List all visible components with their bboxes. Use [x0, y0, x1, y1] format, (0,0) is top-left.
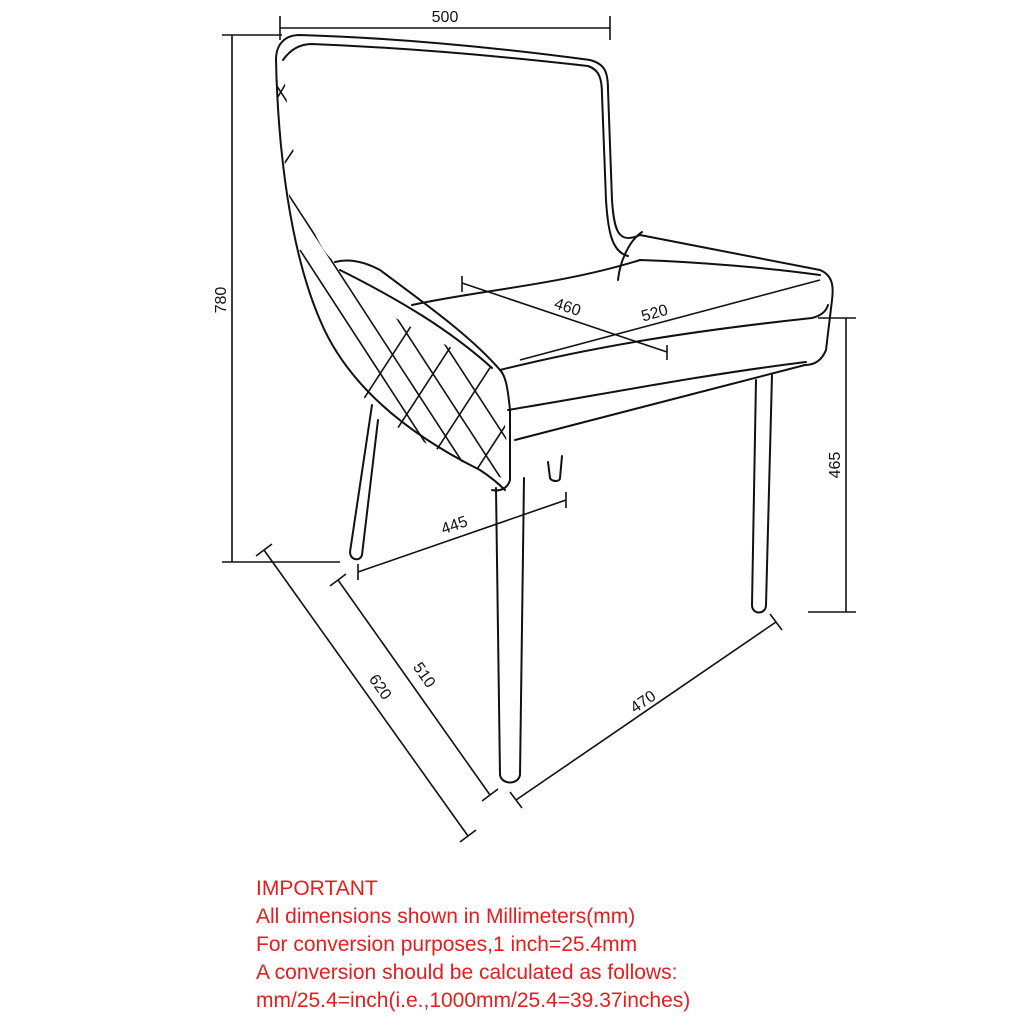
- chair-outline: [276, 35, 833, 783]
- dim-label-seat-depth: 460: [552, 295, 583, 320]
- dim-label-width-top: 500: [431, 9, 459, 26]
- quilted-back-pattern: [220, 20, 640, 700]
- note-line-2: For conversion purposes,1 inch=25.4mm: [256, 933, 638, 956]
- dimension-lines: [222, 16, 856, 842]
- dim-label-front-leg-span: 445: [439, 513, 470, 539]
- dim-label-overall-depth: 620: [365, 671, 395, 704]
- dim-label-rear-leg-span: 470: [627, 687, 660, 717]
- note-line-4: mm/25.4=inch(i.e.,1000mm/25.4=39.37inches): [256, 989, 691, 1012]
- dim-label-leg-depth: 510: [409, 659, 439, 692]
- dim-label-height-total: 780: [213, 286, 230, 314]
- dim-label-seat-width: 520: [639, 301, 670, 326]
- note-line-1: All dimensions shown in Millimeters(mm): [256, 905, 636, 928]
- note-title: IMPORTANT: [256, 877, 378, 900]
- dim-label-seat-height: 465: [827, 451, 844, 479]
- note-line-3: A conversion should be calculated as follows:: [256, 961, 678, 984]
